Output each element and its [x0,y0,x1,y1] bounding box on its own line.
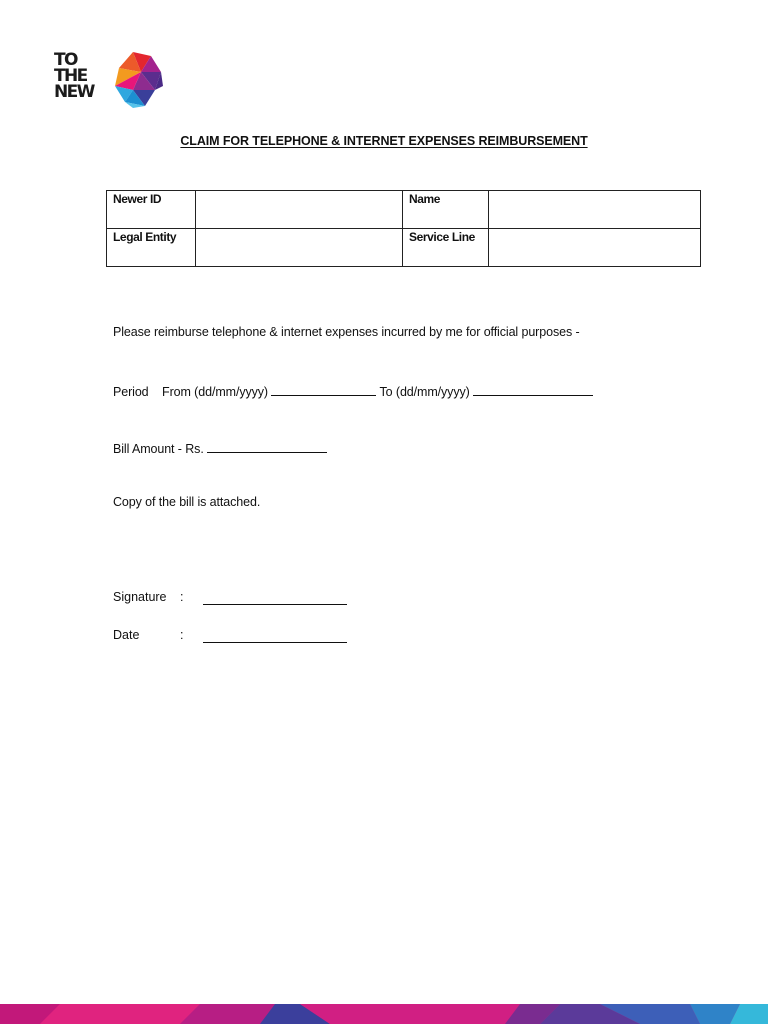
newer-id-field[interactable] [196,191,403,229]
date-label: Date [113,628,140,642]
signature-field[interactable] [203,604,347,605]
bill-amount-field[interactable] [207,439,327,453]
bill-amount-row [113,439,327,456]
form-title: CLAIM FOR TELEPHONE & INTERNET EXPENSES REIMBURSEMENT [180,134,588,148]
name-label: Name [403,191,489,229]
table-row [107,229,701,267]
service-line-label: Service Line [403,229,489,267]
legal-entity-field[interactable] [196,229,403,267]
bill-amount-label: Bill Amount - Rs. [113,442,204,456]
logo-text-line2: THE [54,66,87,86]
name-field[interactable] [489,191,701,229]
faceted-gem-logo-icon [111,50,163,110]
service-line-field[interactable] [489,229,701,267]
from-date-field[interactable] [271,382,376,396]
logo-wordmark [54,52,94,100]
request-statement: Please reimburse telephone & internet expenses incurred by me for official purposes - [113,325,580,339]
employee-info-table [106,190,701,267]
signature-colon: : [180,590,184,604]
from-date-label: From (dd/mm/yyyy) [162,385,268,399]
decorative-color-strip [0,1004,768,1024]
period-label: Period [113,385,149,399]
legal-entity-label: Legal Entity [107,229,196,267]
signature-label: Signature [113,590,167,604]
newer-id-label: Newer ID [107,191,196,229]
date-field[interactable] [203,642,347,643]
table-row [107,191,701,229]
logo-text-line1: TO [54,50,77,70]
to-date-label: To (dd/mm/yyyy) [379,385,470,399]
company-logo [54,50,166,112]
period-row [113,382,593,399]
to-date-field[interactable] [473,382,593,396]
bill-attached-note: Copy of the bill is attached. [113,495,261,509]
date-colon: : [180,628,184,642]
logo-text-line3: NEW [54,82,94,102]
